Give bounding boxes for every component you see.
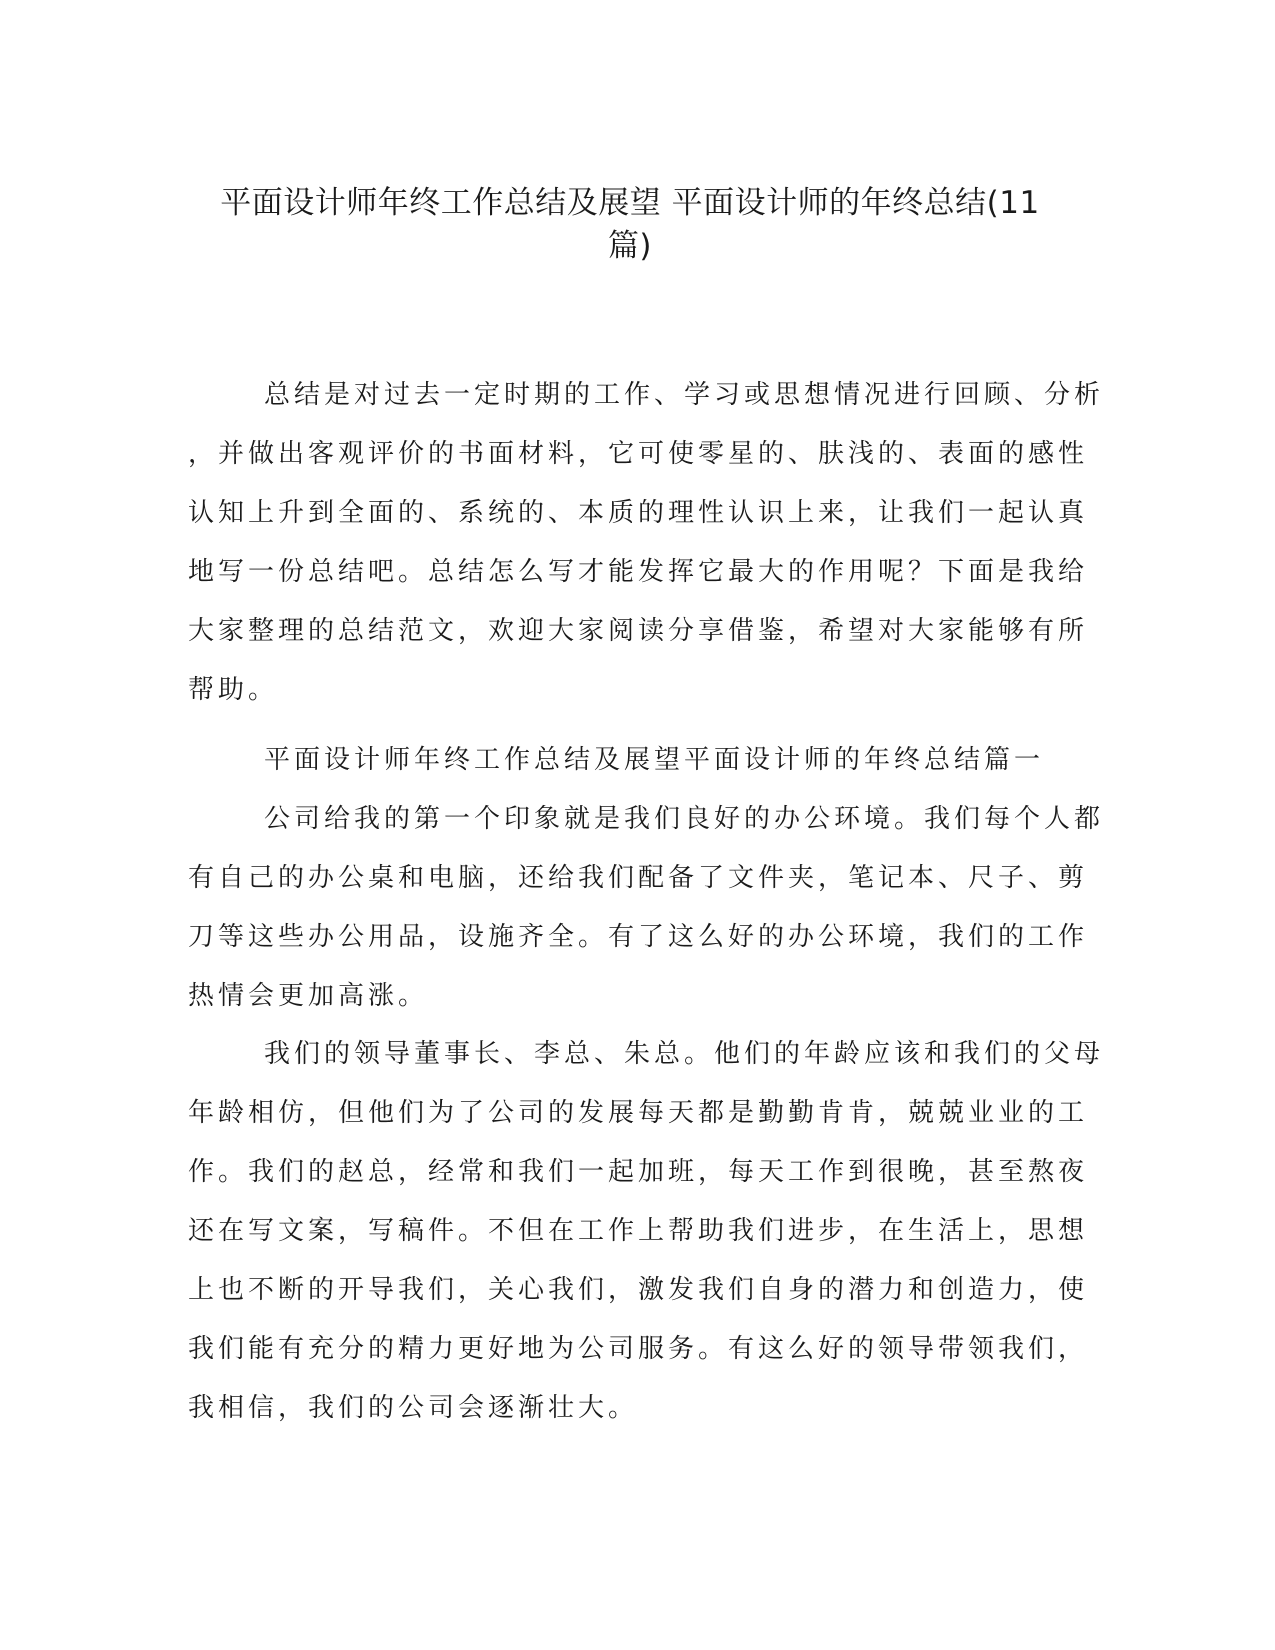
leaders-line: 作。我们的赵总，经常和我们一起加班，每天工作到很晚，甚至熬夜 [188, 1157, 1089, 1187]
leaders-line: 我相信，我们的公司会逐渐壮大。 [188, 1393, 639, 1423]
office-paragraph [188, 790, 1105, 1026]
title-line: 篇) [607, 228, 653, 264]
intro-line: 地写一份总结吧。总结怎么写才能发挥它最大的作用呢？下面是我给 [188, 557, 1089, 587]
intro-line: 帮助。 [188, 675, 279, 705]
leaders-line: 我们能有充分的精力更好地为公司服务。有这么好的领导带领我们， [188, 1334, 1089, 1364]
intro-line: 总结是对过去一定时期的工作、学习或思想情况进行回顾、分析 [264, 380, 1105, 410]
leaders-line: 还在写文案，写稿件。不但在工作上帮助我们进步，在生活上，思想 [188, 1216, 1089, 1246]
section-heading-text: 平面设计师年终工作总结及展望平面设计师的年终总结篇一 [264, 745, 1045, 775]
leaders-line: 年龄相仿，但他们为了公司的发展每天都是勤勤肯肯，兢兢业业的工 [188, 1098, 1089, 1128]
office-line: 热情会更加高涨。 [188, 981, 429, 1011]
intro-paragraph [188, 366, 1105, 720]
office-line: 公司给我的第一个印象就是我们良好的办公环境。我们每个人都 [264, 804, 1105, 834]
intro-line: 认知上升到全面的、系统的、本质的理性认识上来，让我们一起认真 [188, 498, 1089, 528]
document-title [180, 182, 1080, 268]
leaders-line: 上也不断的开导我们，关心我们，激发我们自身的潜力和创造力，使 [188, 1275, 1089, 1305]
intro-line: 大家整理的总结范文，欢迎大家阅读分享借鉴，希望对大家能够有所 [188, 616, 1089, 646]
leaders-paragraph [188, 1025, 1105, 1438]
intro-line: ，并做出客观评价的书面材料，它可使零星的、肤浅的、表面的感性 [188, 439, 1089, 469]
section-heading [188, 731, 1088, 790]
leaders-line: 我们的领导董事长、李总、朱总。他们的年龄应该和我们的父母 [264, 1039, 1105, 1069]
office-line: 刀等这些办公用品，设施齐全。有了这么好的办公环境，我们的工作 [188, 922, 1089, 952]
title-line: 平面设计师年终工作总结及展望 平面设计师的年终总结(11 [220, 185, 1040, 221]
office-line: 有自己的办公桌和电脑，还给我们配备了文件夹，笔记本、尺子、剪 [188, 863, 1089, 893]
